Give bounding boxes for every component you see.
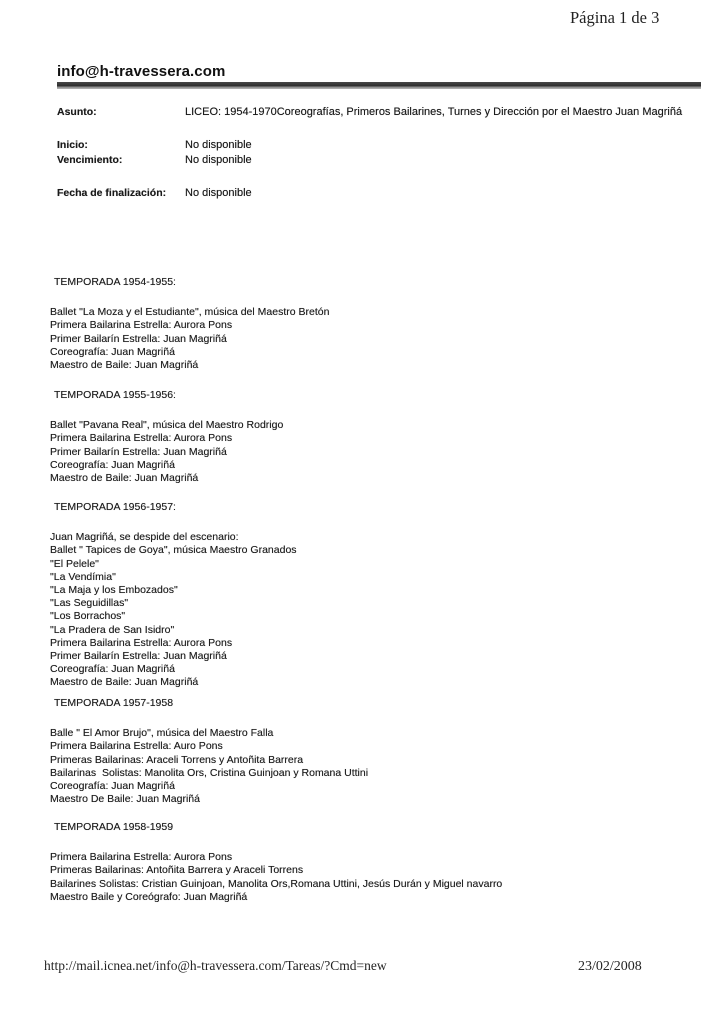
body-line: Maestro de Baile: Juan Magriñá <box>50 359 199 372</box>
season-section-1954-1955 <box>50 276 329 372</box>
body-line: "El Pelele" <box>50 557 99 570</box>
body-line: Maestro de Baile: Juan Magriñá <box>50 676 199 689</box>
body-line: "La Vendímia" <box>50 570 116 583</box>
body-line: Balle " El Amor Brujo", música del Maestro Falla <box>50 727 274 740</box>
body-line: "La Pradera de San Isidro" <box>50 623 175 636</box>
season-section-1956-1957 <box>50 501 297 690</box>
body-line: Bailarinas Solistas: Manolita Ors, Cristina Guinjoan y Romana Uttini <box>50 766 369 779</box>
body-line: Primeras Bailarinas: Antoñita Barrera y Araceli Torrens <box>50 864 304 877</box>
footer-print-date: 23/02/2008 <box>578 959 642 974</box>
mailbox-address: info@h-travessera.com <box>57 63 226 80</box>
body-line: "Los Borrachos" <box>50 610 126 623</box>
body-line: Primera Bailarina Estrella: Aurora Pons <box>50 319 233 332</box>
section-heading: TEMPORADA 1958-1959 <box>54 821 174 833</box>
field-label-fecha-finalizacion: Fecha de finalización: <box>57 187 167 199</box>
body-line: Primer Bailarín Estrella: Juan Magriñá <box>50 650 227 663</box>
body-line: Ballet "Pavana Real", música del Maestro Rodrigo <box>50 419 284 432</box>
season-section-1958-1959 <box>50 821 502 904</box>
field-label-vencimiento: Vencimiento: <box>57 154 123 166</box>
section-heading: TEMPORADA 1955-1956: <box>54 389 176 401</box>
page-number: Página 1 de 3 <box>570 8 660 27</box>
footer-source-url: http://mail.icnea.net/info@h-travessera.com/Tareas/?Cmd=new <box>44 958 387 973</box>
body-line: Coreografía: Juan Magriñá <box>50 663 175 676</box>
field-label-inicio: Inicio: <box>57 139 88 151</box>
field-label-asunto: Asunto: <box>57 106 97 118</box>
body-line: Primera Bailarina Estrella: Auro Pons <box>50 740 223 753</box>
body-line: "Las Seguidillas" <box>50 597 129 610</box>
body-line: Maestro De Baile: Juan Magriñá <box>50 793 200 806</box>
body-line: Primera Bailarina Estrella: Aurora Pons <box>50 636 233 649</box>
body-line: Bailarines Solistas: Cristian Guinjoan, Manolita Ors,Romana Uttini, Jesús Durán y Miguel navarro <box>50 877 503 890</box>
section-heading: TEMPORADA 1956-1957: <box>54 501 176 513</box>
season-section-1955-1956 <box>50 389 283 485</box>
header-rule <box>57 82 701 89</box>
body-line: Primeras Bailarinas: Araceli Torrens y Antoñita Barrera <box>50 753 304 766</box>
body-line: Coreografía: Juan Magriñá <box>50 780 175 793</box>
field-value-inicio: No disponible <box>185 139 252 151</box>
body-line: Coreografía: Juan Magriñá <box>50 345 175 358</box>
field-value-fecha-finalizacion: No disponible <box>185 187 252 199</box>
body-line: Ballet " Tapices de Goya", música Maestro Granados <box>50 544 297 557</box>
body-line: Maestro de Baile: Juan Magriñá <box>50 472 199 485</box>
body-line: Ballet "La Moza y el Estudiante", música del Maestro Bretón <box>50 306 330 319</box>
field-value-asunto: LICEO: 1954-1970Coreografías, Primeros Bailarines, Turnes y Dirección por el Maestro Juan Magriñá <box>185 106 683 118</box>
body-line: "La Maja y los Embozados" <box>50 584 178 597</box>
field-value-vencimiento: No disponible <box>185 154 252 166</box>
body-line: Primera Bailarina Estrella: Aurora Pons <box>50 851 233 864</box>
body-line: Maestro Baile y Coreógrafo: Juan Magriñá <box>50 890 248 903</box>
body-line: Primer Bailarín Estrella: Juan Magriñá <box>50 332 227 345</box>
body-line: Coreografía: Juan Magriñá <box>50 458 175 471</box>
mail-header <box>57 63 701 89</box>
section-heading: TEMPORADA 1954-1955: <box>54 276 176 288</box>
body-line: Primera Bailarina Estrella: Aurora Pons <box>50 432 233 445</box>
body-line: Primer Bailarín Estrella: Juan Magriñá <box>50 445 227 458</box>
section-heading: TEMPORADA 1957-1958 <box>54 697 174 709</box>
season-section-1957-1958 <box>50 697 368 806</box>
body-line: Juan Magriñá, se despide del escenario: <box>50 531 239 544</box>
